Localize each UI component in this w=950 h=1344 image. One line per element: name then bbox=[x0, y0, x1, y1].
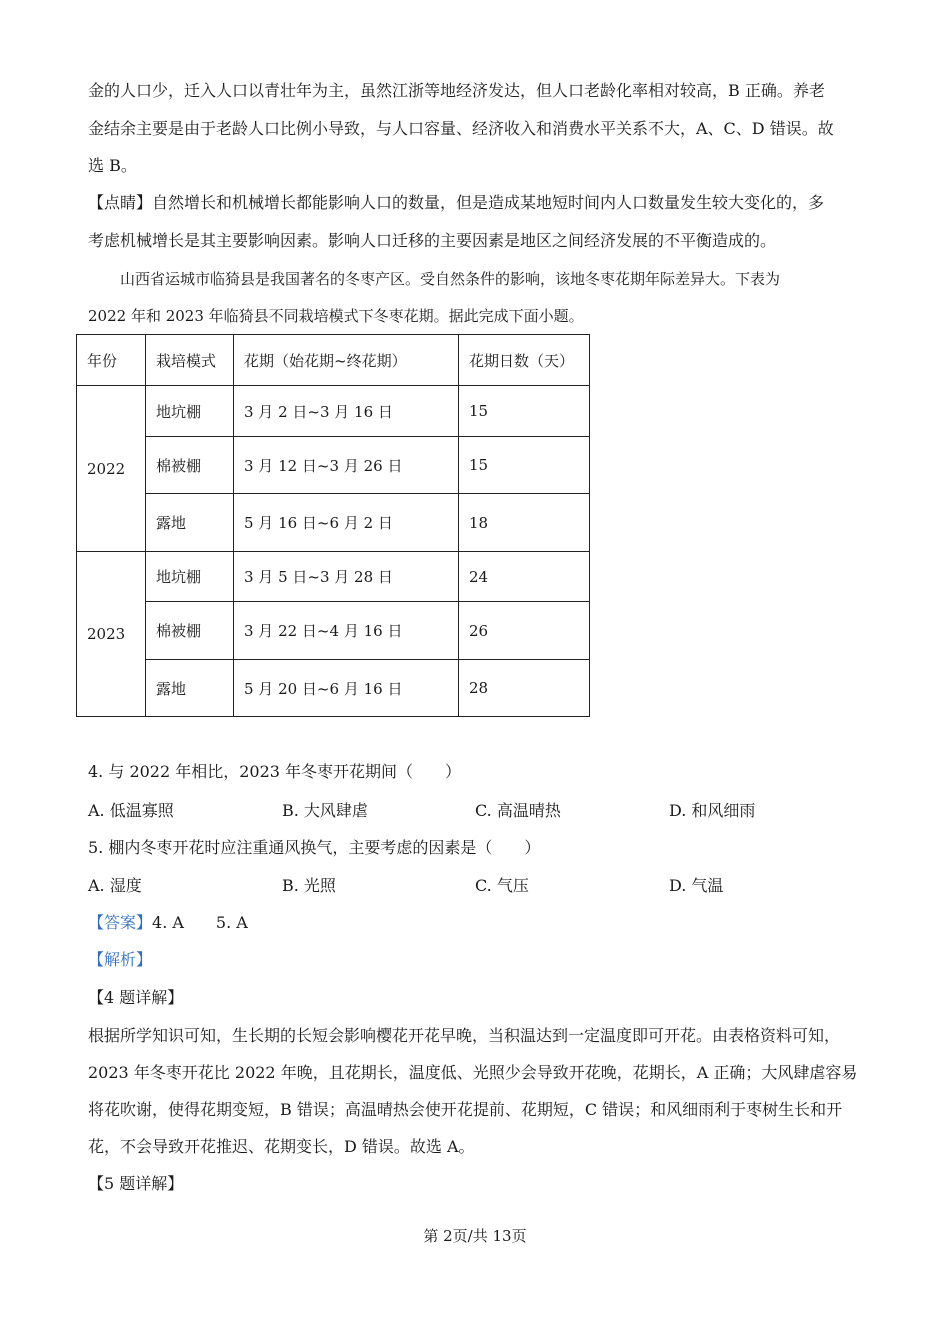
days-cell: 28 bbox=[459, 660, 590, 717]
tip-text: 自然增长和机械增长都能影响人口的数量，但是造成某地短时间内人口数量发生较大变化的，多 bbox=[152, 193, 825, 212]
table-row bbox=[77, 386, 590, 437]
paragraph-line: 金结余主要是由于老龄人口比例小导致，与人口容量、经济收入和消费水平关系不大，A、C、D 错误。故 bbox=[88, 119, 834, 138]
mode-cell: 棉被棚 bbox=[146, 437, 234, 494]
answer-line bbox=[88, 912, 248, 934]
q5-option-a: A. 湿度 bbox=[88, 876, 142, 895]
header-cell: 花期（始花期~终花期） bbox=[234, 335, 459, 386]
header-cell: 年份 bbox=[77, 335, 146, 386]
table-row bbox=[77, 494, 590, 552]
intro-line: 山西省运城市临猗县是我国著名的冬枣产区。受自然条件的影响，该地冬枣花期年际差异大。下表为 bbox=[120, 270, 781, 288]
intro-line: 2022 年和 2023 年临猗县不同栽培模式下冬枣花期。据此完成下面小题。 bbox=[88, 307, 584, 325]
tip-tag: 【点睛】 bbox=[88, 193, 153, 212]
period-cell: 3 月 22 日~4 月 16 日 bbox=[234, 602, 459, 660]
paragraph-line: 金的人口少，迁入人口以青壮年为主，虽然江浙等地经济发达，但人口老龄化率相对较高，B 正确。养老 bbox=[88, 81, 825, 100]
table-row bbox=[77, 437, 590, 494]
q5-option-c: C. 气压 bbox=[475, 876, 529, 895]
answer-tag: 【答案】 bbox=[88, 913, 153, 932]
q5-option-b: B. 光照 bbox=[282, 876, 336, 895]
detail-line: 花，不会导致开花推迟、花期变长，D 错误。故选 A。 bbox=[88, 1137, 475, 1156]
days-cell: 15 bbox=[459, 437, 590, 494]
days-cell: 26 bbox=[459, 602, 590, 660]
analysis-tag: 【解析】 bbox=[88, 950, 153, 969]
table-row bbox=[77, 602, 590, 660]
header-cell: 花期日数（天） bbox=[459, 335, 590, 386]
header-cell: 栽培模式 bbox=[146, 335, 234, 386]
days-cell: 15 bbox=[459, 386, 590, 437]
days-cell: 24 bbox=[459, 552, 590, 602]
period-cell: 5 月 16 日~6 月 2 日 bbox=[234, 494, 459, 552]
q4-option-c: C. 高温晴热 bbox=[475, 801, 561, 820]
table-header-row bbox=[77, 335, 590, 386]
detail-line: 2023 年冬枣开花比 2022 年晚，且花期长，温度低、光照少会导致开花晚，花期长，A 正确；大风肆虐容易 bbox=[88, 1063, 858, 1082]
tip-line bbox=[88, 192, 824, 214]
q4-option-b: B. 大风肆虐 bbox=[282, 801, 368, 820]
mode-cell: 地坑棚 bbox=[146, 552, 234, 602]
question-5-stem: 5. 棚内冬枣开花时应注重通风换气，主要考虑的因素是（ ） bbox=[88, 838, 541, 857]
flowering-table bbox=[76, 334, 590, 717]
mode-cell: 棉被棚 bbox=[146, 602, 234, 660]
detail-5-title: 【5 题详解】 bbox=[88, 1174, 184, 1193]
detail-line: 将花吹谢，使得花期变短，B 错误；高温晴热会使开花提前、花期短，C 错误；和风细雨利于枣树生长和开 bbox=[88, 1100, 843, 1119]
mode-cell: 地坑棚 bbox=[146, 386, 234, 437]
answer-text: 4. A 5. A bbox=[152, 913, 248, 932]
q4-option-a: A. 低温寡照 bbox=[88, 801, 174, 820]
q4-option-d: D. 和风细雨 bbox=[669, 801, 756, 820]
detail-line: 根据所学知识可知，生长期的长短会影响樱花开花早晚，当积温达到一定温度即可开花。由表格资料可知， bbox=[88, 1026, 841, 1045]
paragraph-line: 选 B。 bbox=[88, 156, 137, 175]
mode-cell: 露地 bbox=[146, 494, 234, 552]
table-row bbox=[77, 552, 590, 602]
year-cell: 2023 bbox=[77, 552, 146, 717]
detail-4-title: 【4 题详解】 bbox=[88, 988, 184, 1007]
year-cell: 2022 bbox=[77, 386, 146, 552]
table-row bbox=[77, 660, 590, 717]
q5-option-d: D. 气温 bbox=[669, 876, 724, 895]
mode-cell: 露地 bbox=[146, 660, 234, 717]
days-cell: 18 bbox=[459, 494, 590, 552]
period-cell: 3 月 5 日~3 月 28 日 bbox=[234, 552, 459, 602]
period-cell: 3 月 2 日~3 月 16 日 bbox=[234, 386, 459, 437]
period-cell: 3 月 12 日~3 月 26 日 bbox=[234, 437, 459, 494]
period-cell: 5 月 20 日~6 月 16 日 bbox=[234, 660, 459, 717]
page-footer: 第 2页/共 13页 bbox=[423, 1227, 527, 1245]
tip-line: 考虑机械增长是其主要影响因素。影响人口迁移的主要因素是地区之间经济发展的不平衡造成的。 bbox=[88, 231, 777, 250]
question-4-stem: 4. 与 2022 年相比，2023 年冬枣开花期间（ ） bbox=[88, 762, 462, 781]
